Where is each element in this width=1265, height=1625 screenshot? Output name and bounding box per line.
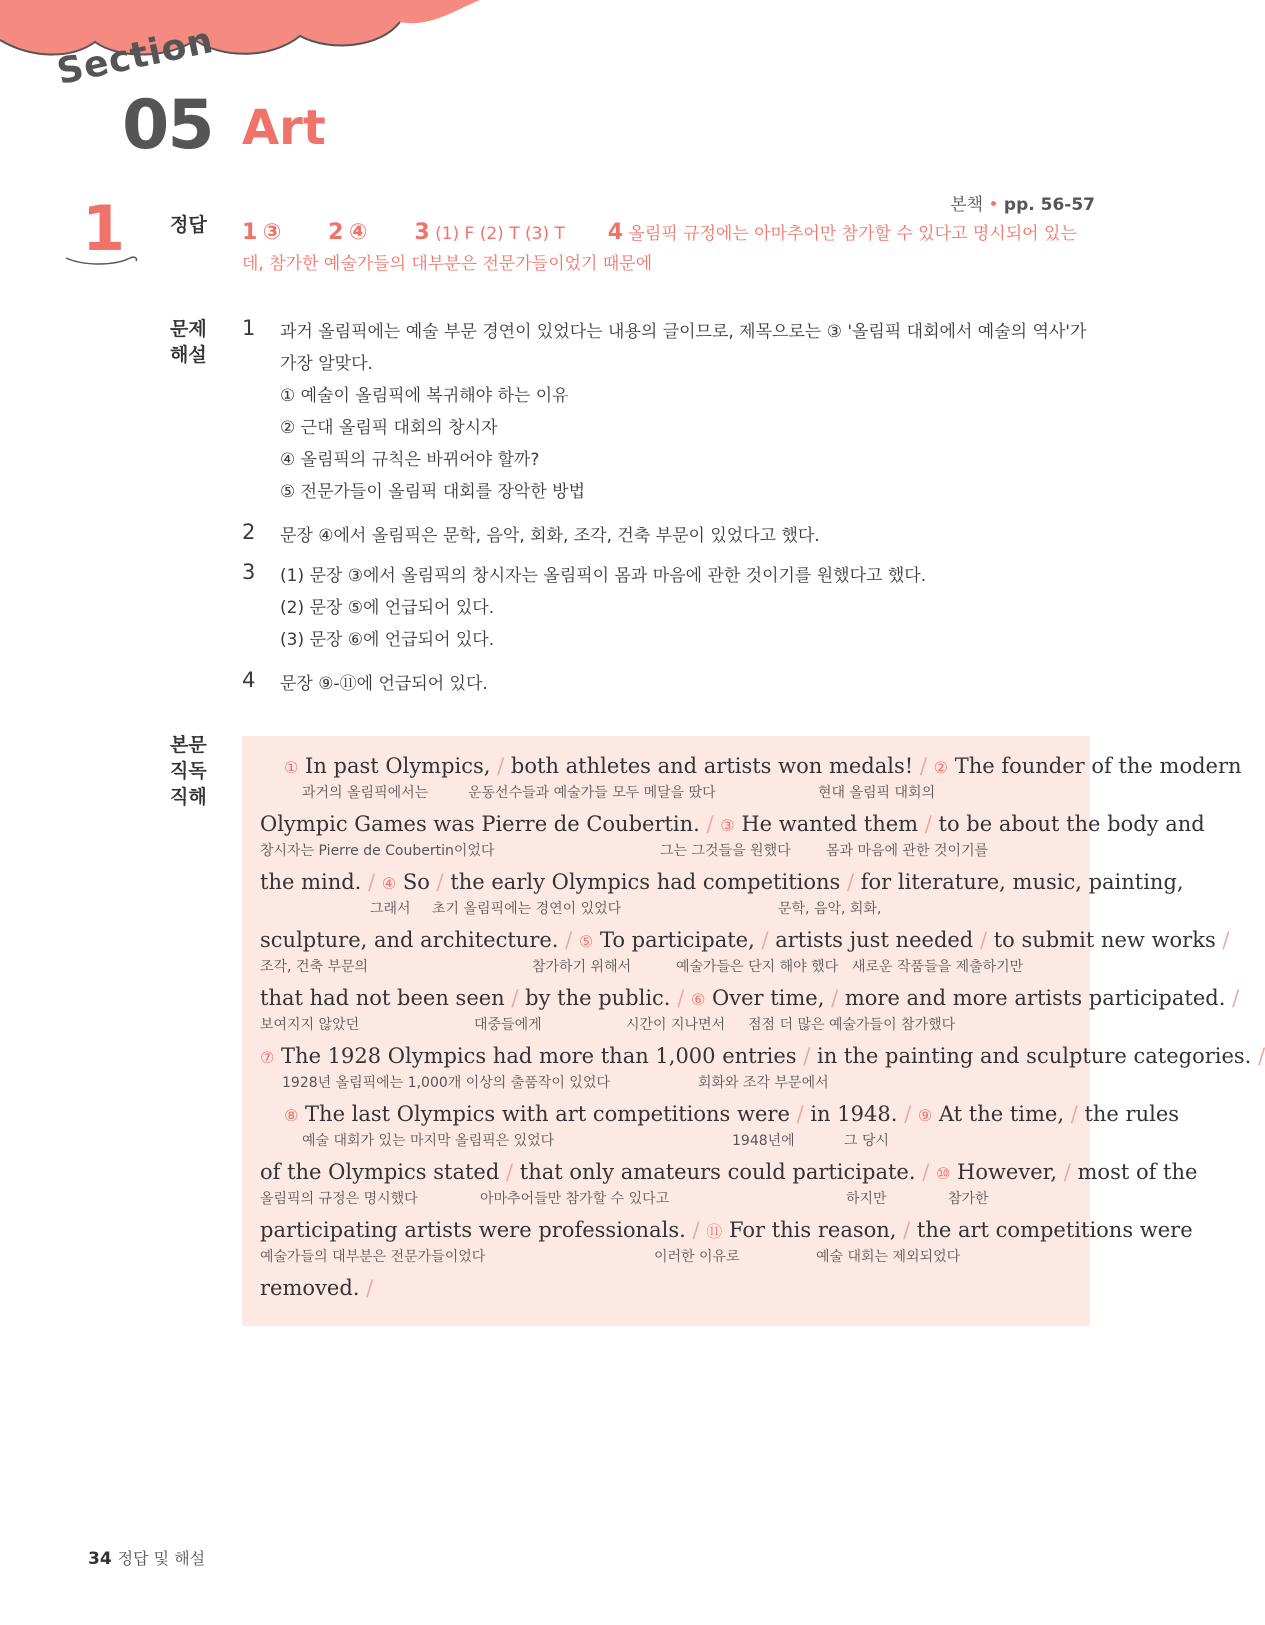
korean-gloss: 운동선수들과 예술가들 모두 메달을 땄다 xyxy=(468,785,716,801)
explanation-item: 2 문장 ④에서 올림픽은 문학, 음악, 회화, 조각, 건축 부문이 있었다고 했다. xyxy=(242,520,820,546)
korean-gloss: 참가하기 위해서 xyxy=(532,959,632,975)
korean-gloss: 창시자는 Pierre de Coubertin이었다 xyxy=(260,843,495,859)
section-title: Art xyxy=(242,100,326,156)
korean-gloss: 1928년 올림픽에는 1,000개 이상의 출품작이 있었다 xyxy=(282,1075,610,1091)
korean-gloss: 예술 대회는 제외되었다 xyxy=(816,1249,961,1265)
english-line: ⑧ The last Olympics with art competitions were / in 1948. / ⑨ At the time, / the rules xyxy=(284,1102,1180,1126)
korean-gloss: 예술가들은 단지 해야 했다 xyxy=(676,959,839,975)
english-line: of the Olympics stated / that only amateurs could participate. / ⑩ However, / most of the xyxy=(260,1160,1198,1184)
explanation-item: 1 과거 올림픽에는 예술 부문 경연이 있었다는 내용의 글이므로, 제목으로는 ③ '올림픽 대회에서 예술의 역사'가 가장 알맞다. ① 예술이 올림픽에 복귀해야 하는 이유 ② 근대 올림픽 대회의 창시자 ④ 올림픽의 규칙은 바뀌어야 할까? ⑤ 전문가들이 올림픽 대회를 장악한 방법 xyxy=(242,316,1087,502)
korean-gloss: 그래서 xyxy=(370,901,411,917)
korean-gloss: 보여지지 않았던 xyxy=(260,1017,360,1033)
korean-gloss: 몸과 마음에 관한 것이기를 xyxy=(826,843,989,859)
korean-gloss: 초기 올림픽에는 경연이 있었다 xyxy=(432,901,622,917)
korean-gloss: 1948년에 xyxy=(732,1133,795,1149)
english-line: the mind. / ④ So / the early Olympics had competitions / for literature, music, painting, xyxy=(260,870,1184,894)
reading-passage-box xyxy=(242,736,1265,1326)
korean-gloss: 회화와 조각 부문에서 xyxy=(698,1075,829,1091)
explanation-item: 4 문장 ⑨-⑪에 언급되어 있다. xyxy=(242,668,488,694)
translation-label: 본문 직독 직해 xyxy=(170,734,207,808)
korean-gloss: 아마추어들만 참가할 수 있다고 xyxy=(480,1191,670,1207)
explanation-label: 문제 해설 xyxy=(170,318,207,366)
korean-gloss: 그는 그것들을 원했다 xyxy=(660,843,791,859)
korean-gloss: 조각, 건축 부문의 xyxy=(260,959,369,975)
answer-label: 정답 xyxy=(170,214,207,236)
section-number: 05 xyxy=(122,86,213,165)
explanation-item: 3 (1) 문장 ③에서 올림픽의 창시자는 올림픽이 몸과 마음에 관한 것이기를 원했다고 했다. (2) 문장 ⑤에 언급되어 있다. (3) 문장 ⑥에 언급되어 있다. xyxy=(242,560,927,650)
korean-gloss: 하지만 xyxy=(846,1191,887,1207)
english-line: sculpture, and architecture. / ⑤ To participate, / artists just needed / to submit new works / xyxy=(260,928,1230,952)
english-line: removed. / xyxy=(260,1276,374,1300)
korean-gloss: 점점 더 많은 예술가들이 참가했다 xyxy=(748,1017,956,1033)
book-title: 정답 및 해설 xyxy=(117,1549,206,1568)
english-line: participating artists were professionals. / ⑪ For this reason, / the art competitions were xyxy=(260,1218,1193,1242)
korean-gloss: 그 당시 xyxy=(844,1133,890,1149)
korean-gloss: 예술가들의 대부분은 전문가들이었다 xyxy=(260,1249,486,1265)
korean-gloss: 대중들에게 xyxy=(474,1017,542,1033)
korean-gloss: 참가한 xyxy=(948,1191,989,1207)
problem-number: 1 xyxy=(82,192,126,265)
answer-list: 1 ③ 2 ④ 3 (1) F (2) T (3) T 4 올림픽 규정에는 아마추어만 참가할 수 있다고 명시되어 있는데, 참가한 예술가들의 대부분은 전문가들이었기 때문에 xyxy=(242,220,1077,274)
page-reference: 본책 • pp. 56-57 xyxy=(950,195,1095,215)
problem-number-underline xyxy=(64,252,140,268)
korean-gloss: 문학, 음악, 회화, xyxy=(778,901,882,917)
english-line: that had not been seen / by the public. / ⑥ Over time, / more and more artists participated. / xyxy=(260,986,1240,1010)
page-footer xyxy=(88,1546,205,1569)
korean-gloss: 새로운 작품들을 제출하기만 xyxy=(852,959,1024,975)
korean-gloss: 시간이 지나면서 xyxy=(626,1017,726,1033)
korean-gloss: 이러한 이유로 xyxy=(654,1249,740,1265)
english-line: ⑦ The 1928 Olympics had more than 1,000 entries / in the painting and sculpture categories. / xyxy=(260,1044,1265,1068)
english-line: Olympic Games was Pierre de Coubertin. / ③ He wanted them / to be about the body and xyxy=(260,812,1205,836)
korean-gloss: 올림픽의 규정은 명시했다 xyxy=(260,1191,418,1207)
section-word: Section xyxy=(53,19,218,93)
korean-gloss: 현대 올림픽 대회의 xyxy=(818,785,936,801)
page-number: 34 xyxy=(88,1549,112,1569)
english-line: ① In past Olympics, / both athletes and artists won medals! / ② The founder of the modern xyxy=(284,754,1242,778)
korean-gloss: 예술 대회가 있는 마지막 올림픽은 있었다 xyxy=(302,1133,555,1149)
korean-gloss: 과거의 올림픽에서는 xyxy=(302,785,429,801)
